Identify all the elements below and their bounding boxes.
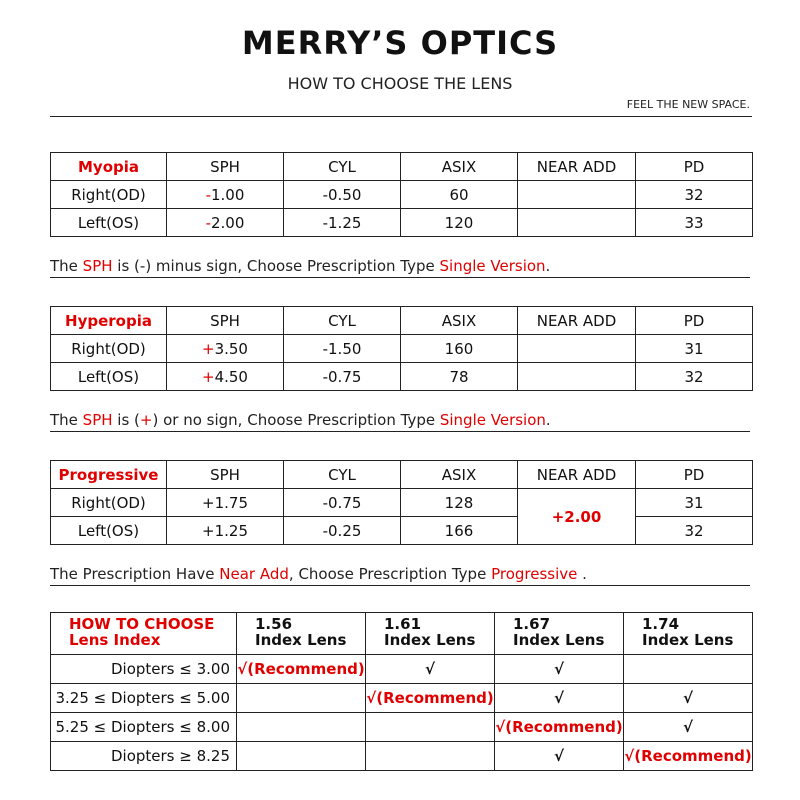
col-asix: ASIX — [401, 461, 518, 489]
brand-title: MERRY’S OPTICS — [241, 24, 559, 62]
near-add-value: +2.00 — [518, 489, 636, 545]
table-row — [51, 517, 753, 545]
pd-value: 32 — [636, 363, 753, 391]
table-row — [51, 713, 753, 742]
hyperopia-label: Hyperopia — [51, 307, 167, 335]
table-row — [51, 181, 753, 209]
table-row — [51, 209, 753, 237]
near-add-value — [518, 335, 636, 363]
table-row — [51, 489, 753, 517]
progressive-table — [50, 460, 753, 545]
near-add-value — [518, 209, 636, 237]
diopter-range: 3.25 ≤ Diopters ≤ 5.00 — [51, 684, 237, 713]
pd-value: 33 — [636, 209, 753, 237]
lens-cell: √ — [366, 655, 495, 684]
table-header-row — [51, 153, 753, 181]
cyl-value: -0.75 — [284, 489, 401, 517]
pd-value: 32 — [636, 181, 753, 209]
eye-label: Left(OS) — [51, 363, 167, 391]
lens-cell — [366, 713, 495, 742]
sph-value: -1.00 — [167, 181, 284, 209]
myopia-label: Myopia — [51, 153, 167, 181]
diopter-range: 5.25 ≤ Diopters ≤ 8.00 — [51, 713, 237, 742]
lens-cell: √ — [495, 655, 624, 684]
lens-cell: √(Recommend) — [237, 655, 366, 684]
lens-cell: √ — [624, 684, 753, 713]
pd-value: 32 — [636, 517, 753, 545]
lens-cell: √(Recommend) — [624, 742, 753, 771]
sph-value: +1.75 — [167, 489, 284, 517]
col-cyl: CYL — [284, 153, 401, 181]
eye-label: Right(OD) — [51, 489, 167, 517]
eye-label: Right(OD) — [51, 181, 167, 209]
asix-value: 60 — [401, 181, 518, 209]
hyperopia-note: The SPH is (+) or no sign, Choose Prescription Type Single Version. — [50, 411, 750, 432]
lens-cell — [366, 742, 495, 771]
diopter-range: Diopters ≥ 8.25 — [51, 742, 237, 771]
col-sph: SPH — [167, 461, 284, 489]
pd-value: 31 — [636, 335, 753, 363]
lens-cell — [237, 742, 366, 771]
lens-cell — [237, 684, 366, 713]
table-row — [51, 742, 753, 771]
lens-cell: √(Recommend) — [366, 684, 495, 713]
table-header-row — [51, 307, 753, 335]
progressive-note: The Prescription Have Near Add, Choose Prescription Type Progressive . — [50, 565, 750, 586]
col-near-add: NEAR ADD — [518, 307, 636, 335]
lens-cell: √ — [495, 742, 624, 771]
lens-cell — [237, 713, 366, 742]
table-header-row — [51, 613, 753, 655]
pd-value: 31 — [636, 489, 753, 517]
table-header-row — [51, 461, 753, 489]
header-divider — [50, 116, 752, 117]
lens-header-1-61: 1.61 Index Lens — [366, 613, 495, 655]
eye-label: Left(OS) — [51, 209, 167, 237]
lens-index-title: HOW TO CHOOSE Lens Index — [51, 613, 237, 655]
col-pd: PD — [636, 461, 753, 489]
lens-cell — [624, 655, 753, 684]
sph-value: +3.50 — [167, 335, 284, 363]
tagline: FEEL THE NEW SPACE. — [626, 98, 750, 111]
eye-label: Right(OD) — [51, 335, 167, 363]
table-row — [51, 655, 753, 684]
asix-value: 166 — [401, 517, 518, 545]
sph-value: +4.50 — [167, 363, 284, 391]
lens-header-1-67: 1.67 Index Lens — [495, 613, 624, 655]
myopia-table — [50, 152, 753, 237]
asix-value: 128 — [401, 489, 518, 517]
diopter-range: Diopters ≤ 3.00 — [51, 655, 237, 684]
cyl-value: -0.75 — [284, 363, 401, 391]
lens-header-1-74: 1.74 Index Lens — [624, 613, 753, 655]
lens-cell: √ — [624, 713, 753, 742]
near-add-value — [518, 363, 636, 391]
lens-header-1-56: 1.56 Index Lens — [237, 613, 366, 655]
col-cyl: CYL — [284, 461, 401, 489]
sph-value: -2.00 — [167, 209, 284, 237]
col-sph: SPH — [167, 153, 284, 181]
page-subtitle: HOW TO CHOOSE THE LENS — [287, 74, 513, 93]
eye-label: Left(OS) — [51, 517, 167, 545]
cyl-value: -0.25 — [284, 517, 401, 545]
cyl-value: -1.25 — [284, 209, 401, 237]
col-near-add: NEAR ADD — [518, 153, 636, 181]
cyl-value: -1.50 — [284, 335, 401, 363]
col-pd: PD — [636, 153, 753, 181]
table-row — [51, 335, 753, 363]
table-row — [51, 684, 753, 713]
col-asix: ASIX — [401, 307, 518, 335]
near-add-value — [518, 181, 636, 209]
col-pd: PD — [636, 307, 753, 335]
asix-value: 78 — [401, 363, 518, 391]
col-asix: ASIX — [401, 153, 518, 181]
asix-value: 120 — [401, 209, 518, 237]
sph-value: +1.25 — [167, 517, 284, 545]
lens-cell: √ — [495, 684, 624, 713]
lens-cell: √(Recommend) — [495, 713, 624, 742]
table-row — [51, 363, 753, 391]
hyperopia-table — [50, 306, 753, 391]
col-near-add: NEAR ADD — [518, 461, 636, 489]
col-sph: SPH — [167, 307, 284, 335]
cyl-value: -0.50 — [284, 181, 401, 209]
progressive-label: Progressive — [51, 461, 167, 489]
col-cyl: CYL — [284, 307, 401, 335]
myopia-note: The SPH is (-) minus sign, Choose Prescription Type Single Version. — [50, 257, 750, 278]
lens-index-table — [50, 612, 753, 771]
asix-value: 160 — [401, 335, 518, 363]
